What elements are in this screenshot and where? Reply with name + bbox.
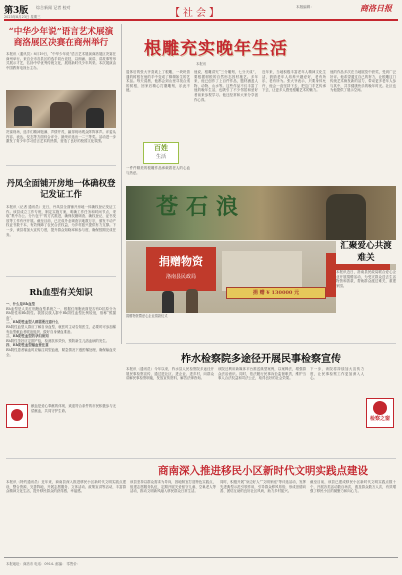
article-body: 本报讯（特约通讯员）近年来，商南县深入推进移民小区新时代文明实践点建设，整合资源、完善阵地，开展志愿服务、文体活动、政策宣讲等活动，丰富群众精神文化生活，提升移民群众的获得感、幸福感。 [6,480,126,494]
divider [6,165,116,166]
article-body: 他的作品多次在当地展览中获奖，受到广泛好评。他希望通过自己的努力，让根雕这门传统艺术焕发新的活力，带动更多老年人参与其中，共享健康快乐的晚年时光。社区也为他提供了展示空间。 [330,70,396,93]
truck-shape [222,251,302,291]
divider [126,343,396,344]
person-silhouette [162,291,174,313]
feature-headline: 根雕充实晚年生活 [144,39,288,59]
page-subtitle: 综合新闻 记者 校对 [36,5,71,10]
banner-line: 捐赠物资 [159,255,203,268]
donation-cheque: 捐 赠 ¥ 130000 元 [226,287,326,299]
person-silhouette [326,194,366,240]
article-body: 本报讯（记者 通讯员）近日，丹凤县全面铺开房地一体确权登记发证工作。该县成立工作专班，制定实施方案，明确工作任务和时间节点，采取“集中办公、分片包干”的方式推进，确保权籍调查、确权登记、证书发放等工作有序开展。截至目前，已完成外业调查宗地数万宗，颁发不动产权证书数千本，有效保障了农民合法权益，为乡村振兴提供有力支撑。下一步，该县将加大宣传力度，提升群众知晓率和参与度，确保按期完成任务。 [6,205,116,237]
subheading: 二、Rh阴性血型人群需要注意什么 [6,320,59,325]
byline: 本报讯（记者 通讯员） [6,205,43,209]
footer-info: 本报地址：商洛市 电话：0914- 邮编： 零售价： [6,562,81,566]
article-body: 一、什么是Rh血型 Rh血型是人类红细胞血型系统之一，根据红细胞表面是否有D抗原分为Rh阳性和Rh阴性。我国汉族人群中Rh阴性血型比例较低，俗称“熊猫血”。 二、Rh阴性血型人群需要注意什么 Rh阴性血型人群应了解自身血型，就医时主动告知医生，必要时可参加稀有血型献血者联谊组织，做好自身储血准备。 三、Rh阴性血型的孕妇须知 Rh阴性孕妇应定期产检，检测抗体效价，预防新生儿溶血病的发生。 四、Rh阴性血型输血要注意 Rh阴性患者输血时应输注同型血液，紧急情况下遵医嘱处理，确保输血安全。 [6,302,116,357]
article-body: 献血是爱心奉献的体现，欢迎符合条件的市民积极参与无偿献血，共同守护生命。 [31,404,116,413]
date-line: 2023年8月23日 星期三 [4,15,41,19]
badge-line: 生活 [155,154,166,160]
footer-rule [4,557,398,558]
page-number: 第3版 [4,6,29,16]
procuratorate-logo [366,398,394,428]
article-body: 本报讯（通讯员）8月19日，“中华少年说”语言艺术展演商洛展区决赛在商州举行。来自全市各县区的选手同台竞技，以朗诵、演讲、讲故事等形式展示才艺，弘扬中华优秀传统文化，展现新时代少年风采。本次展演由中国教育电视台主办。 [6,52,116,70]
article-body: 他说，根雕讲究“三分雕刻，七分天成”，要根据树根的自然形态因材施艺。多年来，他已创作了上百件作品，题材涵盖人物、动物、山水等。这些作品不仅丰富了他的晚年生活，也吸引了不少邻居和爱好者前来参观学习。他还经常和大家分享创作心得。 [194,70,258,102]
section-title: 【社会】 [170,8,222,19]
subheading: 四、Rh阴性血型输血要注意 [6,343,49,348]
subheading: 一、什么是Rh血型 [6,302,36,306]
byline: 本报讯（通讯员） [126,367,155,371]
divider [6,276,116,277]
byline: 本报讯（特约通讯员） [6,480,42,484]
article-title: Rh血型有关知识 [29,287,93,297]
article-title: 柞水检察院多途径开展民事检察宣传 [181,354,341,365]
news-photo [126,186,396,240]
person-silhouette [14,106,32,126]
divider [6,458,396,459]
article-body: 退休后的张大爷喜欢上了根雕，一块块普通的树根在他的手中变成了栩栩如生的艺术品。每天清晨，他都会到山里寻找合适的树根，回家后精心打磨雕刻，乐此不疲。 [126,70,190,93]
byline: 本报讯 [196,62,207,66]
article-body: 同时，积极开展“身边好人”“文明家庭”等评选活动，发挥先进典型示范引领作用，引导群众移风易俗，形成崇德向善、团结互助的良好社区风尚，助力乡村振兴。 [220,480,306,494]
article-body: 下一步，该院将持续加大宣传力度，让民事检察工作更加深入人心。 [310,367,364,381]
carved-text: 苍石浪 [156,194,247,220]
article-title: 丹凤全面铺开房地一体确权登记发证工作 [6,178,116,199]
person-silhouette [50,102,72,128]
emblem-icon [373,401,387,415]
article-body: 该院还利用新媒体平台推送典型案例，以案释法，增强群众法治意识。同时，依法履行民事诉讼监督职责，维护当事人合法权益和司法公正，取得良好的社会效果。 [218,367,306,381]
masthead-rule [4,19,398,21]
article-title: “中华少年说”语言艺术展演商洛展区决赛在商州举行 [8,27,114,48]
badge-line: 百姓 [154,143,168,152]
photo-caption: 捐赠物资暨爱心企业捐款仪式 [126,314,168,318]
subheading: 三、Rh阴性血型的孕妇须知 [6,334,49,339]
byline: 本报讯（通讯员） [6,52,34,56]
article-body: 该县坚持以群众需求为导向，因地制宜打造特色实践点，组建志愿服务队伍，定期开展关爱留守儿童、空巢老人等活动，推动文明新风融入移民群众日常生活。 [130,480,216,494]
article-title [336,240,396,264]
column-badge [143,142,179,164]
article-title-text: 汇聚爱心共渡难关 [340,241,392,263]
logo-text: 检察之窗 [369,416,390,422]
blood-drop-icon [11,409,23,421]
donation-banner [146,247,216,291]
banner-line: 洛南县民政局 [165,274,196,280]
paper-name: 商洛日报 [360,3,392,13]
person-silhouette [86,108,104,128]
article-body: 一件件精美的根雕作品承载着老人的心血与热爱。 [126,166,190,175]
column-divider [121,24,122,344]
article-body: 本报讯近日，洛南县民政局联合爱心企业开展捐赠活动，为受灾群众送去生活物资和善款，帮助群众渡过难关，重建家园。 [336,270,396,342]
column-logo [6,404,28,428]
article-title: 商南深入推进移民小区新时代文明实践点建设 [158,465,368,477]
news-photo [6,90,116,128]
masthead [4,3,398,19]
byline: 本报讯 [336,270,347,274]
article-body: 决赛现场，选手们精神饱满、声情并茂，赢得现场观众阵阵掌声。评委从内容、表达、仪态等方面综合评分，最终评选出一二三等奖。活动进一步激发了青少年学习语言艺术的热情，营造了良好的校园文化氛围。 [6,130,116,144]
person-silhouette [186,289,198,313]
article-body: 截至目前，该县已建成移民小区新时代文明实践点数十个，开展各类活动数百场次，惠及群众数万人次，有效增强了移民小区的凝聚力和向心力。 [310,480,396,494]
article-body: 本报讯（通讯员）今年以来，柞水县人民检察院多途径开展民事检察宣传，通过进社区、进企业、进乡村，向群众讲解民事检察职能，发放宣传资料，解答法律咨询。 [126,367,214,381]
article-body: 近年来，当地积极丰富老年人精神文化生活，鼓励老年人培养兴趣爱好，老有所乐、老有所为。张大爷表示，只要身体允许，他会一直坚持下去，把这门手艺传承下去，让更多人感受根雕艺术的魅力。 [262,70,326,93]
editor-line: 本版编辑： [296,5,314,9]
